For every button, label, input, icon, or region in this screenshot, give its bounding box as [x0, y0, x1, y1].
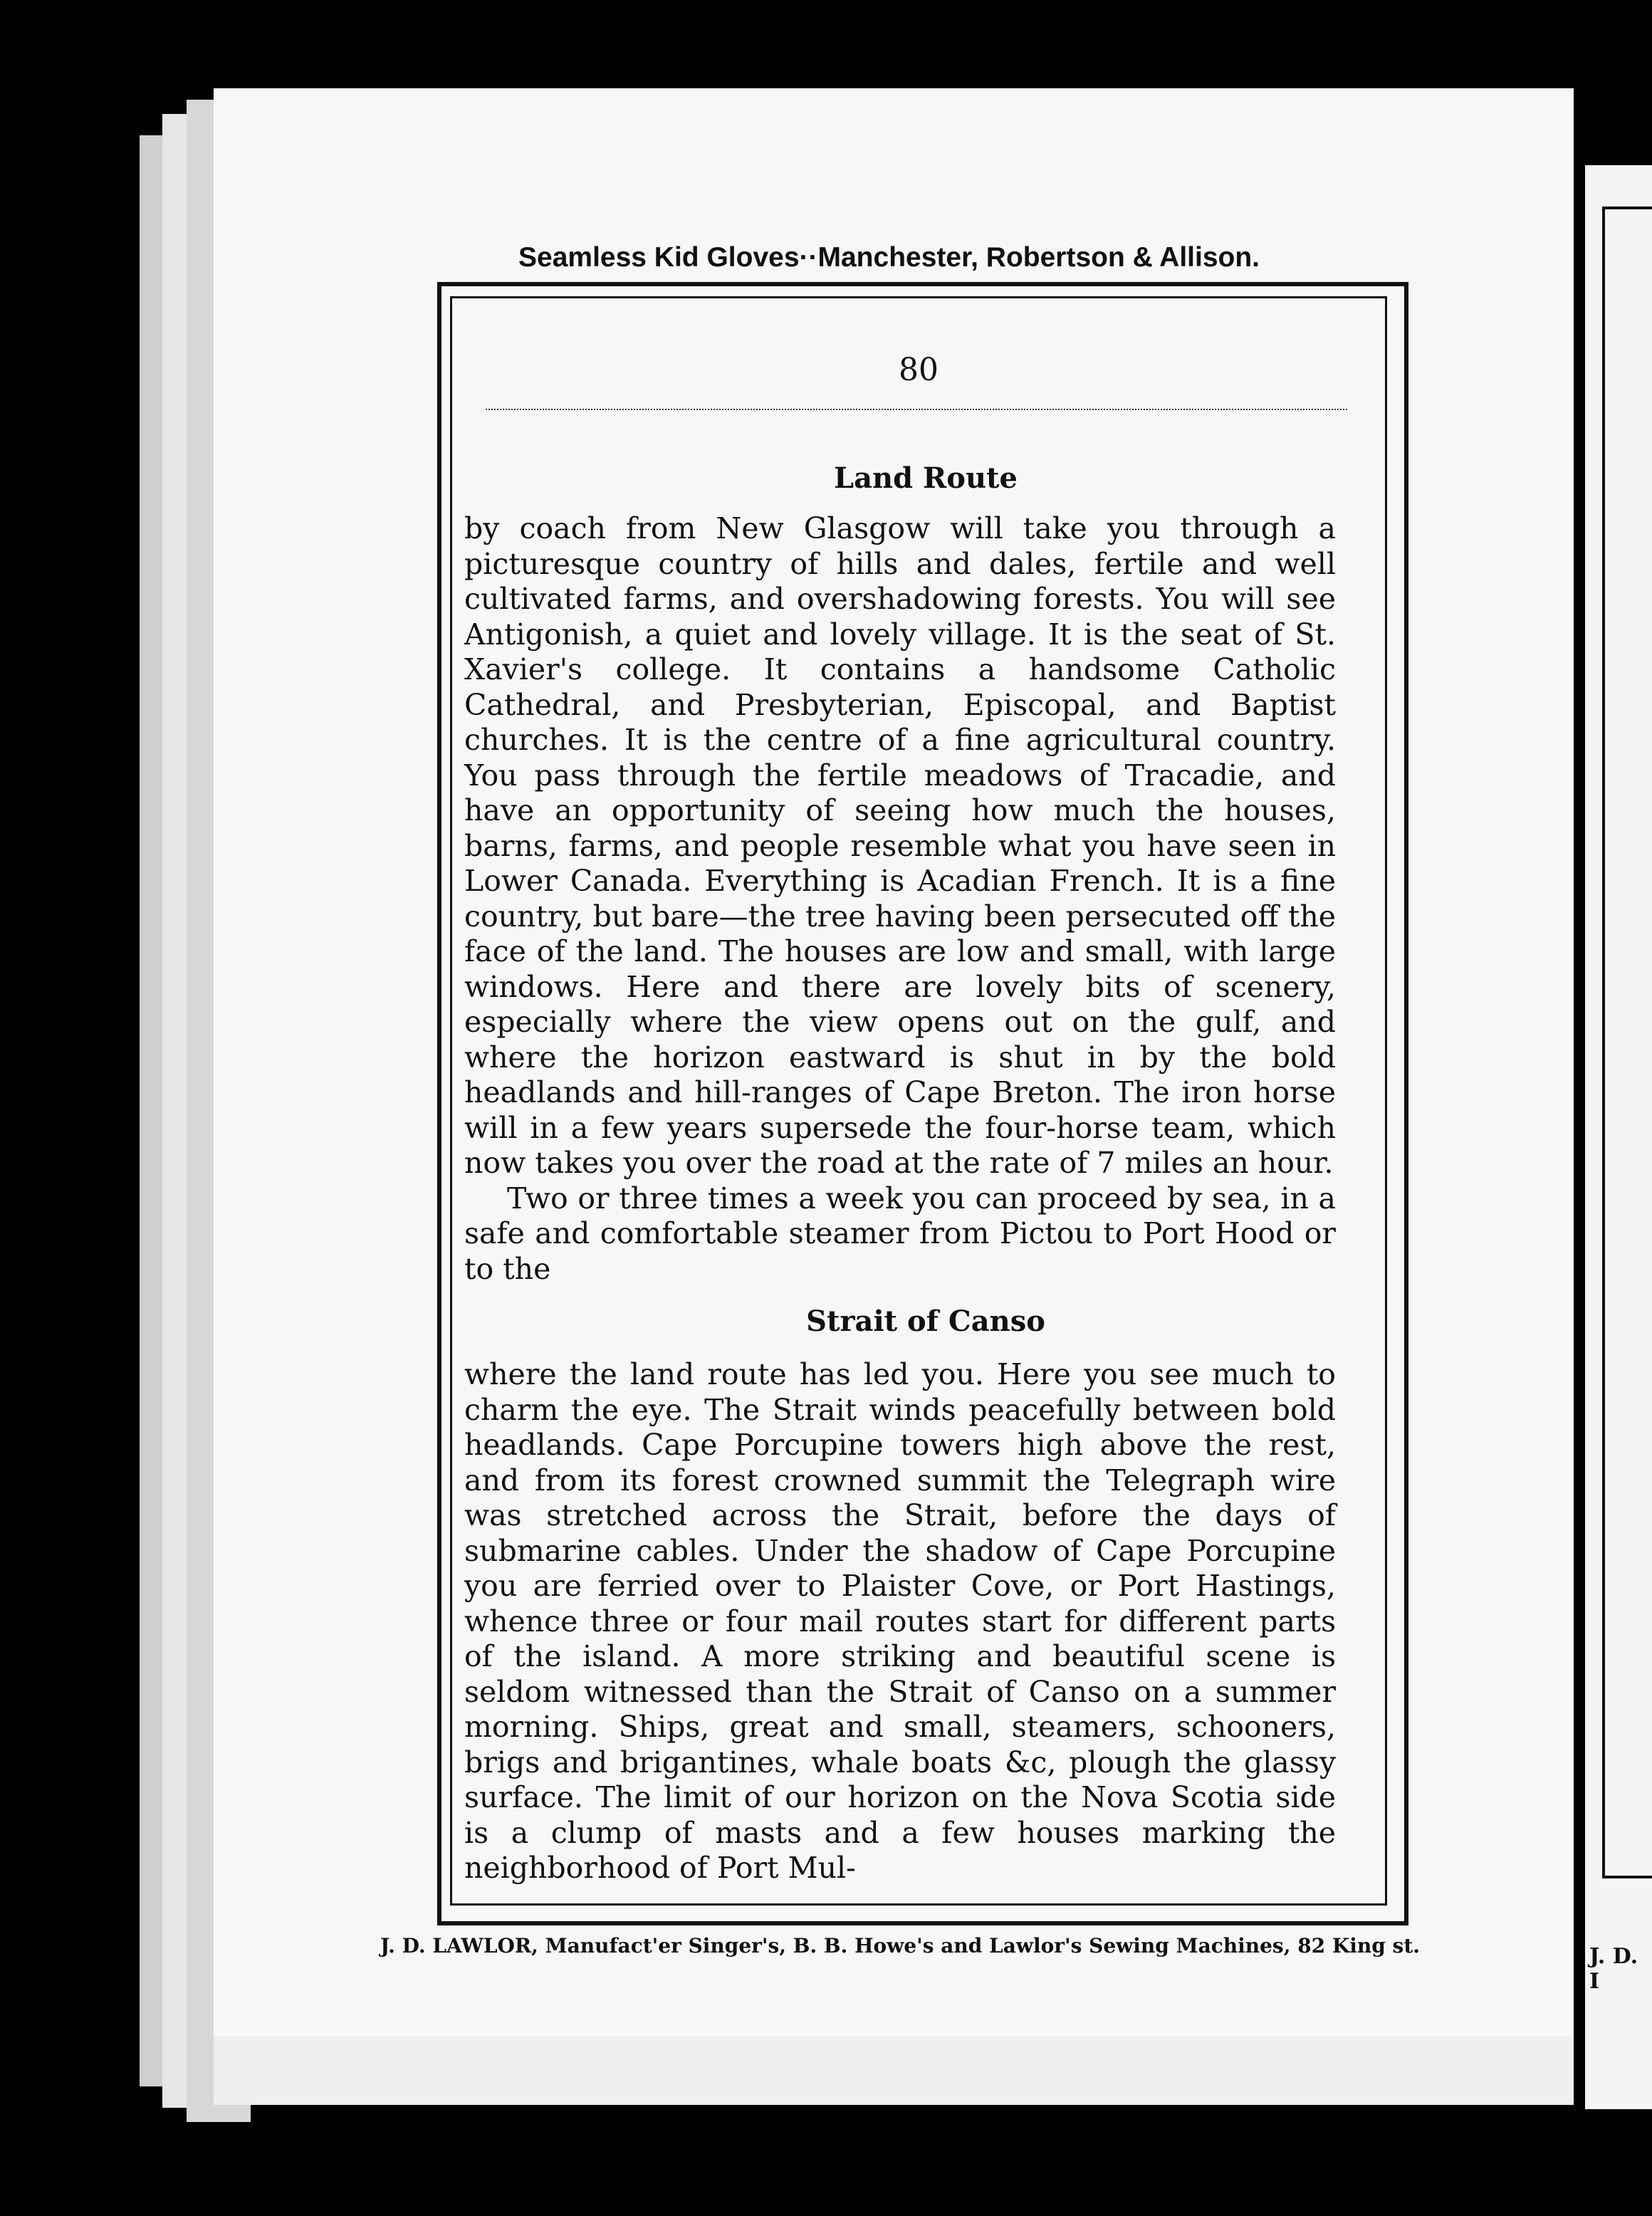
page-bottom-edge	[214, 2037, 1574, 2105]
section-body-land-route	[464, 511, 1336, 1287]
paragraph: Two or three times a week you can proceed by sea, in a safe and comfortable steamer from Pictou to Port Hood or to the	[464, 1181, 1336, 1286]
advertisement-footer: J. D. LAWLOR, Manufact'er Singer's, B. B. Howe's and Lawlor's Sewing Machines, 82 King st.	[380, 1934, 1421, 1958]
paragraph: by coach from New Glasgow will take you through a picturesque country of hills and dales, fertile and well cultivated farms, and overshadowing forests. You will see Antigonish, a quiet and lovely village. It is the seat of St. Xavier's college. It contains a handsome Catholic Cathedral, and Presbyterian, Episcopal, and Baptist churches. It is the centre of a fine agricultural country. You pass through the fertile meadows of Tracadie, and have an opportunity of seeing how much the houses, barns, farms, and people resemble what you have seen in Lower Canada. Everything is Acadian French. It is a fine country, but bare—the tree having been persecuted off the face of the land. The houses are low and small, with large windows. Here and there are lovely bits of scenery, especially where the view opens out on the gulf, and where the horizon eastward is shut in by the bold headlands and hill-ranges of Cape Breton. The iron horse will in a few years supersede the four-horse team, which now takes you over the road at the rate of 7 miles an hour.	[464, 511, 1336, 1180]
facing-page-footer: J. D. I	[1589, 1944, 1638, 1994]
section-heading-strait-of-canso: Strait of Canso	[806, 1305, 1045, 1338]
advertisement-header: Seamless Kid Gloves··Manchester, Robertson & Allison.	[518, 242, 1260, 273]
facing-page-frame	[1602, 207, 1652, 1878]
paragraph: where the land route has led you. Here you see much to charm the eye. The Strait winds peacefully between bold headlands. Cape Porcupine towers high above the rest, and from its forest crowned summit the Telegraph wire was stretched across the Strait, before the days of submarine cables. Under the shadow of Cape Porcupine you are ferried over to Plaister Cove, or Port Hastings, whence three or four mail routes start for different parts of the island. A more striking and beautiful scene is seldom witnessed than the Strait of Canso on a summer morning. Ships, great and small, steamers, schooners, brigs and brigantines, whale boats &c, plough the glassy surface. The limit of our horizon on the Nova Scotia side is a clump of masts and a few houses marking the neighborhood of Port Mul-	[464, 1357, 1336, 1885]
section-heading-land-route: Land Route	[834, 461, 1018, 495]
header-rule	[486, 409, 1347, 410]
page-number: 80	[899, 352, 939, 388]
section-body-strait-of-canso	[464, 1357, 1336, 1886]
